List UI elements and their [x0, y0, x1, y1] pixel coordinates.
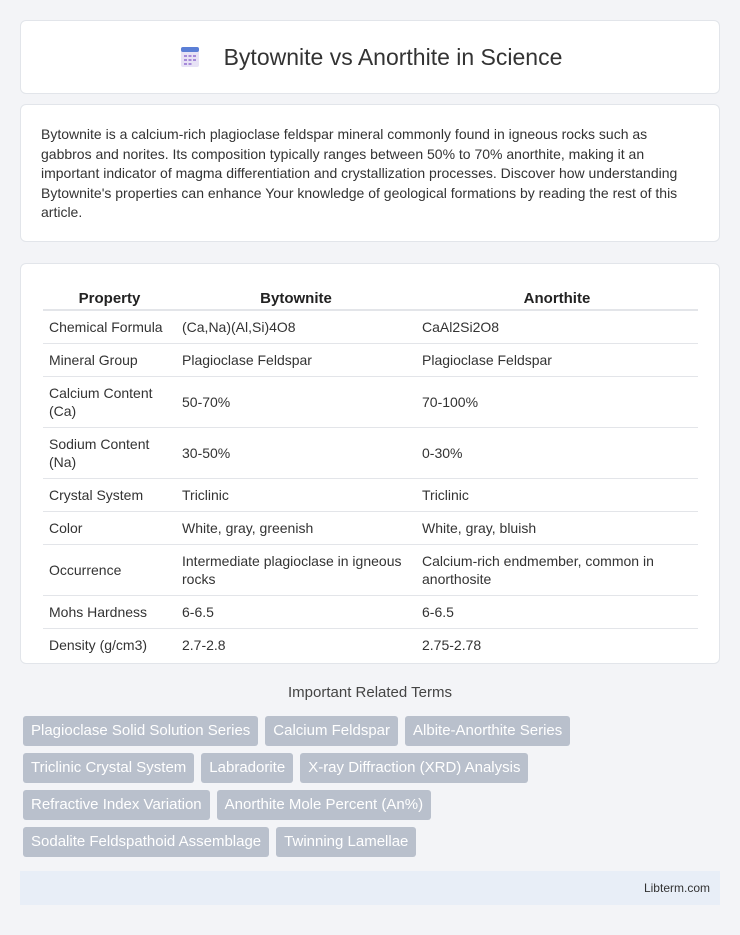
property-cell: Sodium Content (Na): [43, 427, 176, 478]
anorthite-cell: 0-30%: [416, 427, 698, 478]
table-row: [43, 376, 698, 427]
related-term-tag[interactable]: Twinning Lamellae: [276, 827, 416, 857]
page-title: Bytownite vs Anorthite in Science: [223, 43, 563, 70]
header-anorthite: Anorthite: [416, 284, 698, 310]
bytownite-cell: (Ca,Na)(Al,Si)4O8: [176, 310, 416, 343]
related-term-tag[interactable]: Albite-Anorthite Series: [405, 716, 570, 746]
anorthite-cell: 6-6.5: [416, 595, 698, 628]
header-card: [20, 20, 720, 94]
footer-site-link[interactable]: Libterm.com: [643, 881, 710, 895]
anorthite-cell: 70-100%: [416, 376, 698, 427]
comparison-table-card: [20, 263, 720, 664]
related-term-tag[interactable]: Plagioclase Solid Solution Series: [23, 716, 258, 746]
property-cell: Mineral Group: [43, 343, 176, 376]
bytownite-cell: Triclinic: [176, 478, 416, 511]
anorthite-cell: White, gray, bluish: [416, 511, 698, 544]
property-cell: Chemical Formula: [43, 310, 176, 343]
bytownite-cell: White, gray, greenish: [176, 511, 416, 544]
related-terms-title: Important Related Terms: [288, 684, 452, 701]
anorthite-cell: Plagioclase Feldspar: [416, 343, 698, 376]
property-cell: Calcium Content (Ca): [43, 376, 176, 427]
table-row: [43, 478, 698, 511]
header-property: Property: [43, 284, 176, 310]
related-term-tag[interactable]: Sodalite Feldspathoid Assemblage: [23, 827, 269, 857]
table-row: [43, 427, 698, 478]
bytownite-cell: 30-50%: [176, 427, 416, 478]
tag-row: [23, 827, 723, 857]
table-row: [43, 310, 698, 343]
document-icon: [178, 45, 202, 69]
related-term-tag[interactable]: X-ray Diffraction (XRD) Analysis: [300, 753, 528, 783]
table-row: [43, 511, 698, 544]
related-term-tag[interactable]: Calcium Feldspar: [265, 716, 398, 746]
related-term-tag[interactable]: Labradorite: [201, 753, 293, 783]
bytownite-cell: 6-6.5: [176, 595, 416, 628]
table-row: [43, 343, 698, 376]
property-cell: Mohs Hardness: [43, 595, 176, 628]
comparison-table: [43, 284, 698, 661]
intro-card: [20, 104, 720, 242]
tag-row: [23, 753, 723, 783]
tag-row: [23, 716, 723, 746]
intro-paragraph: Bytownite is a calcium-rich plagioclase feldspar mineral commonly found in igneous rocks such as gabbros and norites. Its composition typically ranges between 50% to 70% anorthite, making it an important indicator of magma differentiation and crystallization processes. Discover how understanding Bytownite's properties can enhance Your knowledge of geological formations by reading the rest of this article.: [41, 126, 678, 220]
property-cell: Crystal System: [43, 478, 176, 511]
anorthite-cell: 2.75-2.78: [416, 628, 698, 661]
property-cell: Density (g/cm3): [43, 628, 176, 661]
table-row: [43, 628, 698, 661]
anorthite-cell: CaAl2Si2O8: [416, 310, 698, 343]
tag-row: [23, 790, 723, 820]
related-term-tag[interactable]: Triclinic Crystal System: [23, 753, 194, 783]
bytownite-cell: 2.7-2.8: [176, 628, 416, 661]
property-cell: Color: [43, 511, 176, 544]
bytownite-cell: Plagioclase Feldspar: [176, 343, 416, 376]
header-bytownite: Bytownite: [176, 284, 416, 310]
anorthite-cell: Triclinic: [416, 478, 698, 511]
anorthite-cell: Calcium-rich endmember, common in anorthosite: [416, 544, 698, 595]
related-term-tag[interactable]: Anorthite Mole Percent (An%): [217, 790, 431, 820]
footer: [20, 871, 720, 905]
table-header-row: [43, 284, 698, 310]
property-cell: Occurrence: [43, 544, 176, 595]
bytownite-cell: Intermediate plagioclase in igneous rocks: [176, 544, 416, 595]
table-row: [43, 595, 698, 628]
related-terms-list: [23, 716, 723, 864]
related-term-tag[interactable]: Refractive Index Variation: [23, 790, 210, 820]
bytownite-cell: 50-70%: [176, 376, 416, 427]
table-row: [43, 544, 698, 595]
